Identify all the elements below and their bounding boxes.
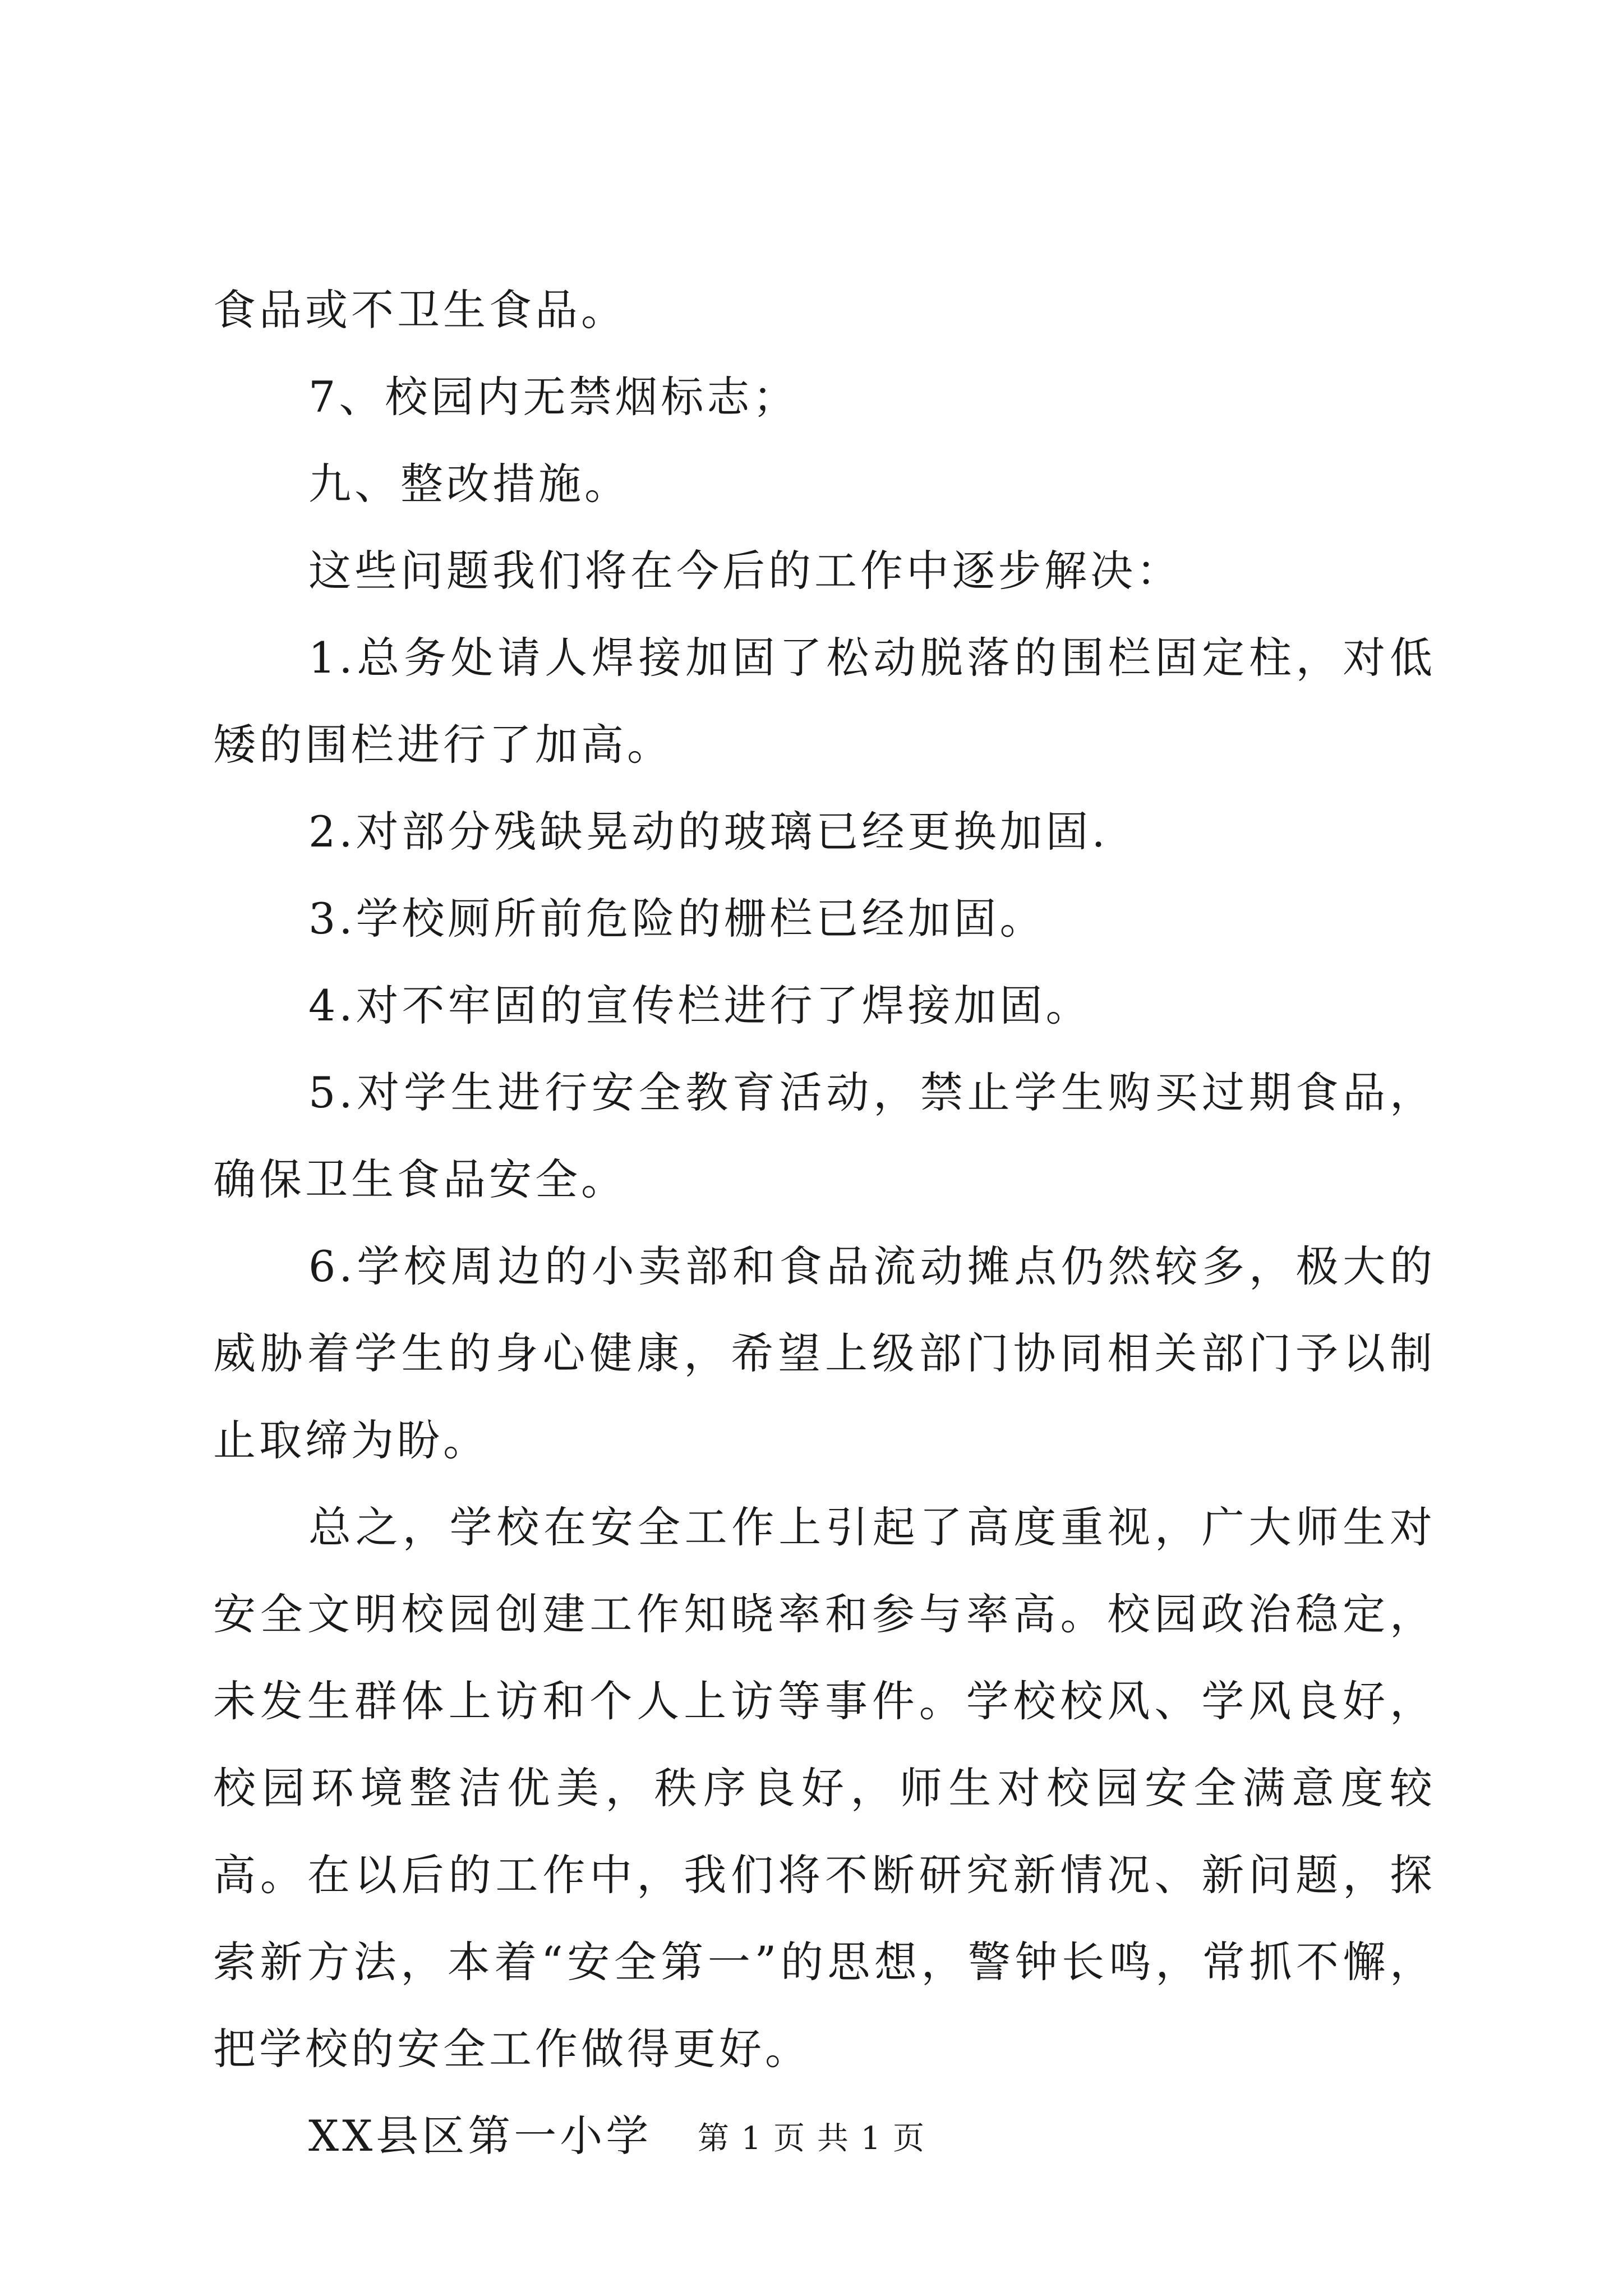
paragraph-continuation: 食品或不卫生食品。	[213, 285, 627, 335]
paragraph-measure-6: 6.学校周边的小卖部和食品流动摊点仍然较多，极大的威胁着学生的身心健康，希望上级部门协同相关部门予以制止取缔为盼。	[213, 1241, 1436, 1465]
document-body	[213, 266, 1436, 2179]
paragraph-conclusion: 总之，学校在安全工作上引起了高度重视，广大师生对安全文明校园创建工作知晓率和参与率高。校园政治稳定，未发生群体上访和个人上访等事件。学校校风、学风良好，校园环境整洁优美，秩序良好，师生对校园安全满意度较高。在以后的工作中，我们将不断研究新情况、新问题，探索新方法，本着“安全第一”的思想，警钟长鸣，常抓不懈，把学校的安全工作做得更好。	[213, 1502, 1436, 2074]
signature-school-name: XX县区第一小学	[308, 2111, 652, 2161]
page-number-footer: 第 1 页 共 1 页	[697, 2120, 926, 2157]
paragraph-measure-3: 3.学校厕所前危险的栅栏已经加固。	[308, 894, 1046, 944]
paragraph-intro: 这些问题我们将在今后的工作中逐步解决：	[308, 546, 1182, 596]
paragraph-measure-4: 4.对不牢固的宣传栏进行了焊接加固。	[308, 981, 1092, 1030]
paragraph-item-7: 7、校园内无禁烟标志；	[308, 372, 799, 422]
paragraph-measure-2: 2.对部分残缺晃动的玻璃已经更换加固.	[308, 807, 1109, 857]
paragraph-measure-5: 5.对学生进行安全教育活动，禁止学生购买过期食品，确保卫生食品安全。	[213, 1068, 1436, 1204]
paragraph-measure-1: 1.总务处请人焊接加固了松动脱落的围栏固定柱，对低矮的围栏进行了加高。	[213, 633, 1436, 770]
section-heading-rectification: 九、整改措施。	[308, 459, 630, 509]
